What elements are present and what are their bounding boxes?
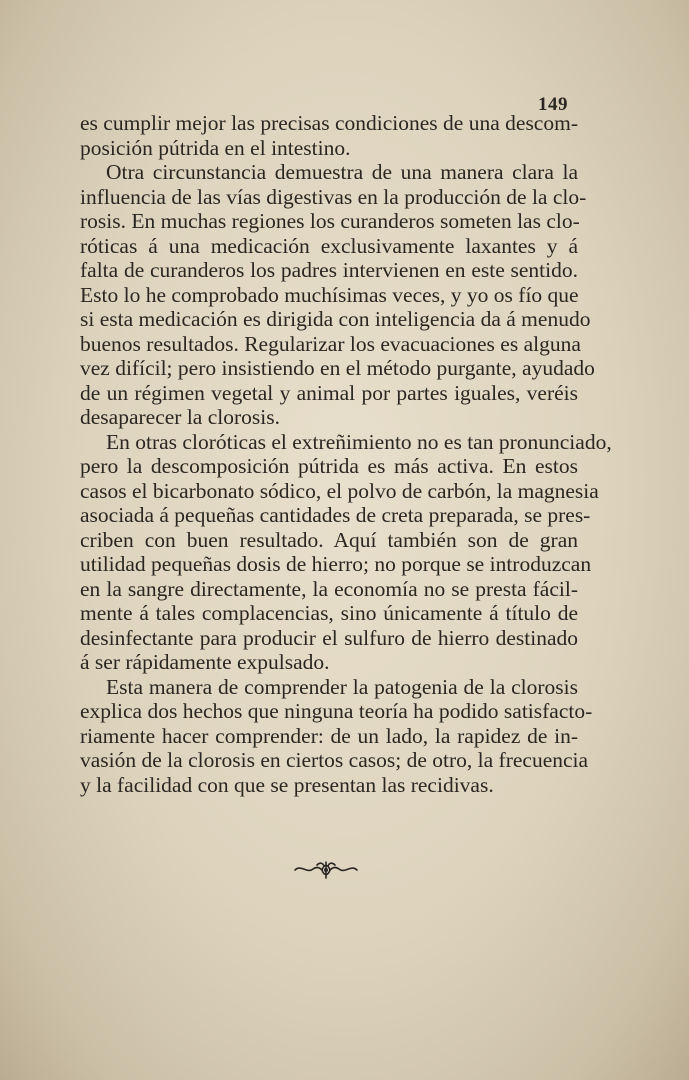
text-line: róticas á una medicación exclusivamente laxantes y á — [80, 233, 578, 258]
text-line: vez difícil; pero insistiendo en el método purgante, ayudado — [80, 356, 595, 380]
text-line: influencia de las vías digestivas en la producción de la clo- — [80, 184, 587, 209]
text-line: Otra circunstancia demuestra de una manera clara la — [106, 160, 578, 184]
text-line: riamente hacer comprender: de un lado, la rapidez de in- — [80, 723, 578, 748]
text-line: rosis. En muchas regiones los curanderos someten las clo- — [80, 209, 580, 233]
text-line: utilidad pequeñas dosis de hierro; no porque se introduzcan — [80, 552, 592, 576]
text-line: es cumplir mejor las precisas condiciones de una descom- — [80, 111, 578, 135]
text-line: desinfectante para producir el sulfuro de hierro destinado — [80, 625, 578, 650]
text-line: en la sangre directamente, la economía no se presta fácil- — [80, 576, 578, 601]
text-line: En otras cloróticas el extreñimiento no es tan pronunciado, — [106, 429, 612, 454]
text-line: buenos resultados. Regularizar los evacuaciones es alguna — [80, 331, 581, 356]
text-line: mente á tales complacencias, sino únicamente á título de — [80, 601, 578, 625]
text-line: explica dos hechos que ninguna teoría ha podido satisfacto- — [80, 699, 593, 723]
text-line: á ser rápidamente expulsado. — [80, 650, 330, 674]
text-line: y la facilidad con que se presentan las recidivas. — [80, 772, 494, 797]
text-line: de un régimen vegetal y animal por partes iguales, veréis — [80, 380, 578, 405]
text-line: si esta medicación es dirigida con inteligencia da á menudo — [80, 307, 591, 331]
body-text — [80, 111, 612, 797]
text-line: posición pútrida en el intestino. — [80, 135, 351, 160]
text-line: Esto lo he comprobado muchísimas veces, y yo os fío que — [80, 282, 579, 307]
text-line: pero la descomposición pútrida es más activa. En estos — [80, 454, 578, 478]
text-line: criben con buen resultado. Aquí también son de gran — [80, 527, 578, 552]
fleuron-ornament-icon — [293, 858, 359, 880]
text-line: Esta manera de comprender la patogenia de la clorosis — [106, 674, 578, 699]
text-line: desaparecer la clorosis. — [80, 405, 280, 429]
text-line: vasión de la clorosis en ciertos casos; de otro, la frecuencia — [80, 748, 589, 772]
text-line: casos el bicarbonato sódico, el polvo de carbón, la magnesia — [80, 478, 599, 503]
text-line: falta de curanderos los padres intervienen en este sentido. — [80, 258, 578, 282]
paragraph-4 — [80, 674, 593, 798]
paragraph-1 — [80, 111, 578, 160]
text-line: asociada á pequeñas cantidades de creta preparada, se pres- — [80, 503, 591, 527]
page-number: 149 — [538, 94, 568, 115]
paragraph-2 — [80, 160, 595, 430]
paragraph-3 — [80, 429, 612, 675]
